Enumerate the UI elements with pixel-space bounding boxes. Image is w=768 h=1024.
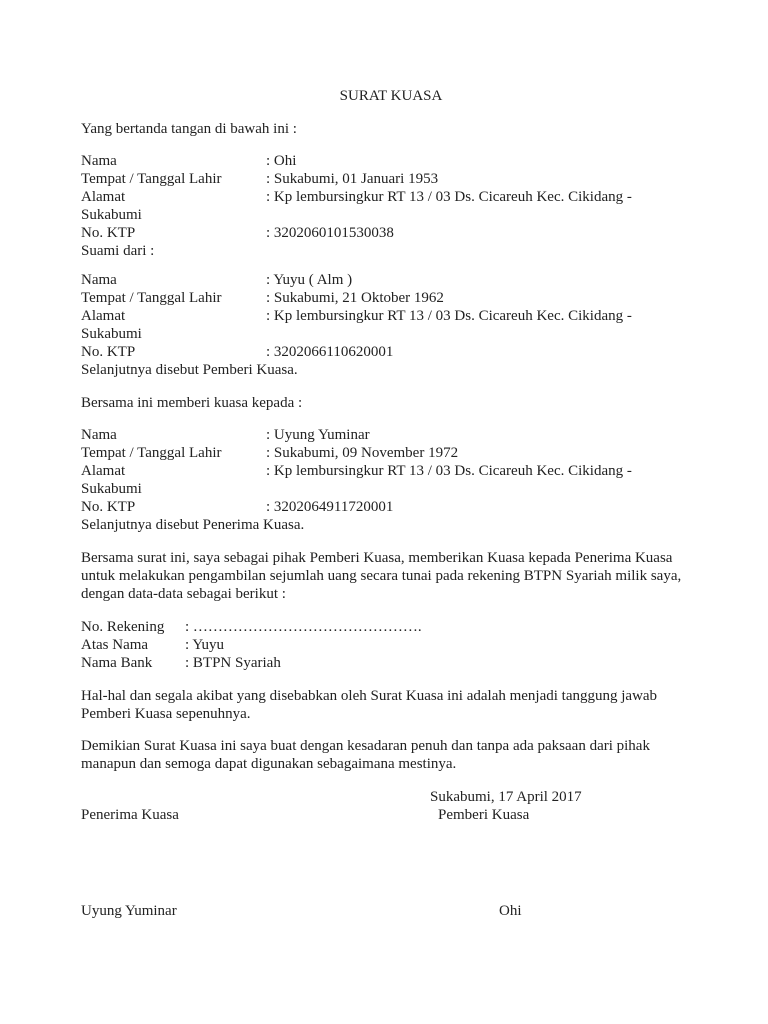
- signature-giver-label: Pemberi Kuasa: [438, 807, 530, 823]
- p2-alamat-value: : Kp lembursingkur RT 13 / 03 Ds. Cicareuh Kec. Cikidang -: [266, 308, 632, 324]
- para2-line1: Hal-hal dan segala akibat yang disebabkan oleh Surat Kuasa ini adalah menjadi tanggung jawab: [81, 688, 658, 704]
- p1-nama-label: Nama: [81, 153, 117, 169]
- para3-line2: manapun dan semoga dapat digunakan sebagaimana mestinya.: [81, 756, 457, 772]
- signature-place-date: Sukabumi, 17 April 2017: [430, 789, 582, 805]
- p3-ttl-label: Tempat / Tanggal Lahir: [81, 445, 222, 461]
- p1-ttl-value: : Sukabumi, 01 Januari 1953: [266, 171, 439, 187]
- p3-note: Selanjutnya disebut Penerima Kuasa.: [81, 517, 305, 533]
- p3-ktp-label: No. KTP: [81, 499, 136, 515]
- p2-nama-label: Nama: [81, 272, 117, 288]
- bank-name-value: : BTPN Syariah: [185, 655, 281, 671]
- intro-text: Yang bertanda tangan di bawah ini :: [81, 121, 297, 137]
- p1-nama-value: : Ohi: [266, 153, 297, 169]
- p3-alamat-label: Alamat: [81, 463, 126, 479]
- p2-alamat-cont: Sukabumi: [81, 326, 142, 342]
- p2-nama-value: : Yuyu ( Alm ): [266, 272, 353, 288]
- para1-line1: Bersama surat ini, saya sebagai pihak Pemberi Kuasa, memberikan Kuasa kepada Penerima Kuasa: [81, 550, 673, 566]
- bank-rek-label: No. Rekening: [81, 619, 165, 635]
- p2-note: Selanjutnya disebut Pemberi Kuasa.: [81, 362, 298, 378]
- p1-ttl-label: Tempat / Tanggal Lahir: [81, 171, 222, 187]
- signature-receiver-name: Uyung Yuminar: [81, 903, 177, 919]
- p1-alamat-value: : Kp lembursingkur RT 13 / 03 Ds. Cicareuh Kec. Cikidang -: [266, 189, 632, 205]
- bank-atas-nama-value: : Yuyu: [185, 637, 225, 653]
- p3-alamat-cont: Sukabumi: [81, 481, 142, 497]
- p3-nama-value: : Uyung Yuminar: [266, 427, 370, 443]
- signature-receiver-label: Penerima Kuasa: [81, 807, 179, 823]
- para3-line1: Demikian Surat Kuasa ini saya buat dengan kesadaran penuh dan tanpa ada paksaan dari pihak: [81, 738, 650, 754]
- p2-ttl-label: Tempat / Tanggal Lahir: [81, 290, 222, 306]
- p1-relation: Suami dari :: [81, 243, 155, 259]
- p2-ttl-value: : Sukabumi, 21 Oktober 1962: [266, 290, 444, 306]
- bank-rek-value: : ……………………………………….: [185, 619, 422, 635]
- p1-ktp-label: No. KTP: [81, 225, 136, 241]
- bank-atas-nama-label: Atas Nama: [81, 637, 149, 653]
- para2-line2: Pemberi Kuasa sepenuhnya.: [81, 706, 251, 722]
- grant-intro: Bersama ini memberi kuasa kepada :: [81, 395, 303, 411]
- signature-giver-name: Ohi: [499, 903, 522, 919]
- document-title: SURAT KUASA: [339, 88, 443, 104]
- p3-ttl-value: : Sukabumi, 09 November 1972: [266, 445, 459, 461]
- p2-alamat-label: Alamat: [81, 308, 126, 324]
- p1-alamat-cont: Sukabumi: [81, 207, 142, 223]
- bank-name-label: Nama Bank: [81, 655, 153, 671]
- p3-ktp-value: : 3202064911720001: [266, 499, 394, 515]
- p2-ktp-label: No. KTP: [81, 344, 136, 360]
- p3-nama-label: Nama: [81, 427, 117, 443]
- p3-alamat-value: : Kp lembursingkur RT 13 / 03 Ds. Cicareuh Kec. Cikidang -: [266, 463, 632, 479]
- p1-ktp-value: : 3202060101530038: [266, 225, 394, 241]
- para1-line3: dengan data-data sebagai berikut :: [81, 586, 286, 602]
- p1-alamat-label: Alamat: [81, 189, 126, 205]
- p2-ktp-value: : 3202066110620001: [266, 344, 394, 360]
- para1-line2: untuk melakukan pengambilan sejumlah uang secara tunai pada rekening BTPN Syariah milik saya,: [81, 568, 682, 584]
